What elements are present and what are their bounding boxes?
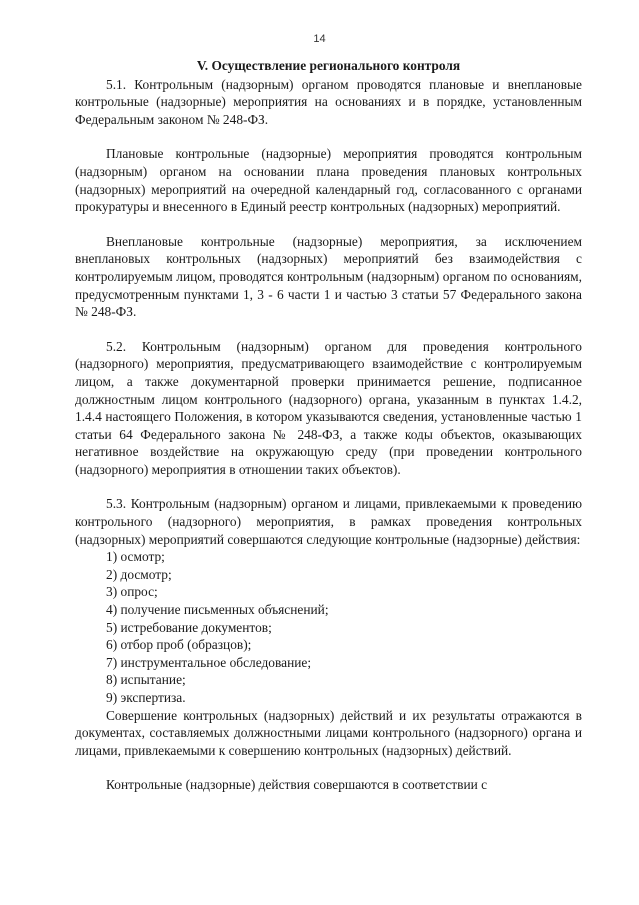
list-item: 7) инструментальное обследование;	[106, 654, 312, 670]
paragraph-unplanned-inspections: Внеплановые контрольные (надзорные) мероприятия, за исключением внеплановых контрольных (надзорных) мероприятий без взаимодействия с контролируемым лицом, проводятся контрольным (надзорным) органом по основаниям, предусмотренным пунктами 1, 3 - 6 части 1 и частью 3 статьи 57 Федерального закона № 248-ФЗ.	[75, 233, 582, 320]
list-item: 5) истребование документов;	[106, 619, 272, 635]
list-item: 6) отбор проб (образцов);	[106, 637, 252, 653]
paragraph-5-2: 5.2. Контрольным (надзорным) органом для проведения контрольного (надзорного) мероприятия, предусматривающего взаимодействие с контролируемым лицом, а также документарной проверки принимается решение, подписанное должностным лицом контрольного (надзорного) органа, указанным в пунктах 1.4.2, 1.4.4 настоящего Положения, в котором указываются сведения, установленные частью 1 статьи 64 Федерального закона № 248-ФЗ, а также коды объектов, оказывающих негативное воздействие на окружающую среду (при проведении контрольного (надзорного) мероприятия в отношении таких объектов).	[75, 338, 582, 477]
paragraph-5-1: 5.1. Контрольным (надзорным) органом проводятся плановые и внеплановые контрольные (надзорные) мероприятия на основаниях и в порядке, установленным Федеральным законом № 248-ФЗ.	[75, 76, 582, 127]
list-item: 3) опрос;	[106, 584, 158, 600]
paragraph-continuation: Контрольные (надзорные) действия совершаются в соответствии с	[106, 777, 488, 793]
section-heading: V. Осуществление регионального контроля	[196, 58, 461, 73]
list-item: 2) досмотр;	[106, 566, 172, 582]
page-content	[75, 57, 582, 794]
paragraph-continuation-wrapper	[75, 776, 582, 794]
paragraph-results-documentation: Совершение контрольных (надзорных) действий и их результаты отражаются в документах, составляемых должностными лицами контрольного (надзорного) органа и лицами, привлекаемыми к совершению контрольных (надзорных) действий.	[75, 707, 582, 758]
list-item: 1) осмотр;	[106, 549, 165, 565]
paragraph-planned-inspections: Плановые контрольные (надзорные) мероприятия проводятся контрольным (надзорным) органом на основании плана проведения плановых контрольных (надзорных) мероприятий на очередной календарный год, согласованного с органами прокуратуры и внесенного в Единый реестр контрольных (надзорных) мероприятий.	[75, 146, 582, 215]
list-item: 8) испытание;	[106, 672, 186, 688]
list-item: 9) экспертиза.	[106, 690, 186, 705]
paragraph-5-3: 5.3. Контрольным (надзорным) органом и лицами, привлекаемыми к проведению контрольного (надзорного) мероприятия, в рамках проведения контрольных (надзорных) мероприятий совершаются следующие контрольные (надзорные) действия:	[75, 496, 582, 547]
control-actions-list	[75, 548, 582, 706]
page-number: 14	[313, 33, 326, 45]
list-item: 4) получение письменных объяснений;	[106, 602, 329, 618]
